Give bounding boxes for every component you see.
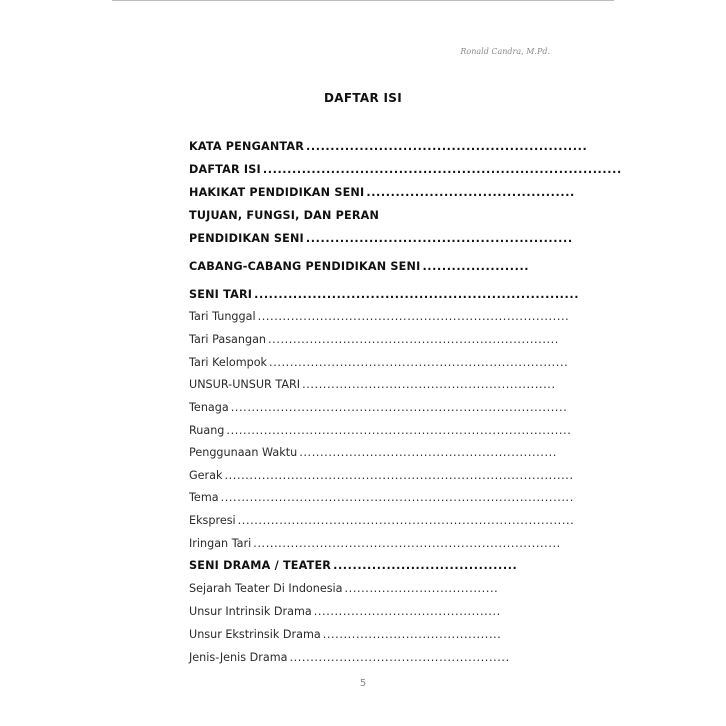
toc-entry-label: TUJUAN, FUNGSI, DAN PERAN: [189, 209, 380, 222]
toc-entry: [189, 514, 575, 530]
toc-entry-leader: ..........................................................................: [262, 163, 622, 176]
toc-entry-leader: .................................................................................: [237, 514, 575, 527]
toc-entry-leader: ...........................................: [366, 186, 575, 199]
toc-entry-leader: ...........................................: [322, 628, 502, 641]
toc-entry-label: Tari Tunggal: [189, 310, 256, 323]
toc-entry-leader: .......................................................: [305, 232, 573, 245]
toc-entry: [189, 628, 525, 644]
toc-entry-leader: .....................................................: [289, 651, 510, 664]
toc-entry-leader: ......................................: [333, 559, 518, 572]
toc-entry-label: Unsur Ekstrinsik Drama: [189, 628, 321, 641]
toc-entry-label: UNSUR-UNSUR TARI: [189, 378, 301, 391]
toc-entry: [189, 582, 525, 598]
toc-entry-label: Sejarah Teater Di Indonesia: [189, 582, 343, 595]
toc-entry-leader: .....................................................................................: [220, 491, 574, 504]
toc-entry-label: Penggunaan Waktu: [189, 446, 298, 459]
toc-entry-leader: ........................................................................: [269, 356, 569, 369]
toc-entry-label: Iringan Tari: [189, 537, 252, 550]
toc-entry-leader: .............................................................: [302, 378, 556, 391]
toc-entry-leader: ..............................................................: [299, 446, 557, 459]
top-rule: [112, 0, 614, 1]
running-header-author: Ronald Candra, M.Pd.: [460, 47, 550, 56]
toc-entry-label: CABANG-CABANG PENDIDIKAN SENI: [189, 260, 421, 273]
toc-entry: [189, 537, 561, 553]
toc-entry: [189, 140, 588, 156]
toc-entry: [189, 559, 525, 575]
toc-entry-label: Gerak: [189, 469, 223, 482]
toc-entry-leader: ......................................................................: [268, 333, 559, 346]
toc-entry: [189, 260, 530, 276]
toc-entry-leader: ..........................................................................: [253, 537, 561, 550]
toc-entry: [189, 605, 525, 621]
toc-entry-label: Ekspresi: [189, 514, 236, 527]
toc-entry-leader: ....................................................................................: [224, 469, 574, 482]
page-number: 5: [359, 678, 367, 689]
toc-entry: [189, 186, 575, 202]
toc-entry-leader: ......................: [422, 260, 530, 273]
toc-entry-label: DAFTAR ISI: [189, 163, 261, 176]
page-title: DAFTAR ISI: [324, 91, 402, 105]
toc-entry: [189, 356, 569, 372]
toc-entry-label: SENI TARI: [189, 288, 253, 301]
toc-entry-label: KATA PENGANTAR: [189, 140, 305, 153]
toc-entry-label: Tari Kelompok: [189, 356, 268, 369]
toc-entry-leader: .................................................................................: [230, 401, 568, 414]
toc-entry-leader: ...................................................................................: [226, 424, 572, 437]
toc-entry: [189, 209, 525, 225]
toc-entry-leader: .....................................: [344, 582, 499, 595]
toc-entry-label: Tari Pasangan: [189, 333, 267, 346]
toc-entry: [189, 401, 568, 417]
toc-entry-leader: ...................................................................: [254, 288, 580, 301]
toc-entry-leader: ...........................................................................: [257, 310, 570, 323]
toc-entry-label: SENI DRAMA / TEATER: [189, 559, 332, 572]
toc-entry-leader: .............................................: [313, 605, 501, 618]
toc-entry: [189, 469, 574, 485]
toc-entry: [189, 288, 580, 304]
toc-entry: [189, 232, 573, 248]
toc-entry-label: Tema: [189, 491, 219, 504]
toc-entry: [189, 651, 525, 667]
toc-entry: [189, 333, 559, 349]
toc-entry: [189, 491, 574, 507]
toc-entry-label: Unsur Intrinsik Drama: [189, 605, 312, 618]
toc-entry-label: Jenis-Jenis Drama: [189, 651, 288, 664]
toc-entry: [189, 310, 570, 326]
toc-entry: [189, 163, 622, 179]
toc-entry: [189, 446, 557, 462]
toc-entry-label: PENDIDIKAN SENI: [189, 232, 304, 245]
toc-entry-leader: ..........................................................: [306, 140, 588, 153]
toc-entry: [189, 378, 556, 394]
toc-entry-label: Tenaga: [189, 401, 229, 414]
toc-entry: [189, 424, 572, 440]
toc-entry-label: HAKIKAT PENDIDIKAN SENI: [189, 186, 365, 199]
toc-entry-label: Ruang: [189, 424, 225, 437]
